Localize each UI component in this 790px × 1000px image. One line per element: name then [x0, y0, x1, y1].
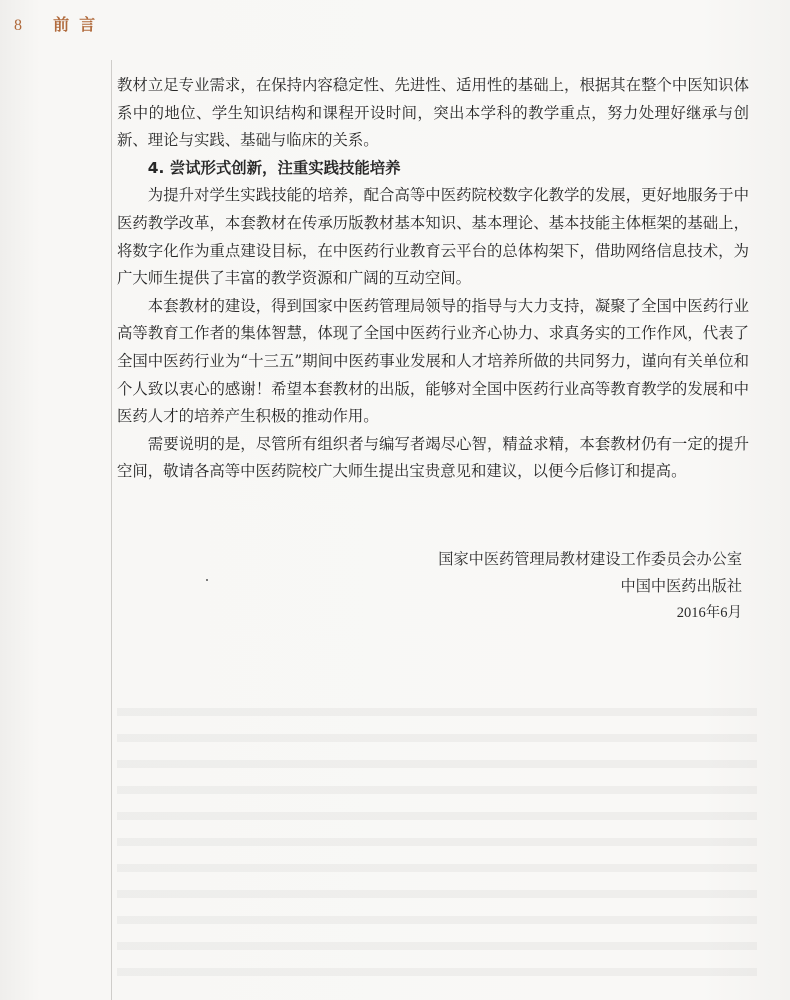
section-title: 前言 — [53, 15, 106, 34]
paragraph-digital: 为提升对学生实践技能的培养，配合高等中医药院校数字化教学的发展，更好地服务于中医药教学改革，本套教材在传承历版教材基本知识、基本理论、基本技能主体框架的基础上，将数字化作为重点建设目标，在中医药行业教育云平台的总体构架下，借助网络信息技术，为广大师生提供了丰富的教学资源和广阔的互动空间。 — [117, 186, 749, 288]
page-margin-rule — [111, 60, 112, 1000]
page-number: 8 — [14, 17, 24, 34]
show-through-texture — [117, 690, 757, 990]
signature-org-2: 中国中医药出版社 — [620, 577, 742, 595]
signature-org-1: 国家中医药管理局教材建设工作委员会办公室 — [438, 550, 742, 568]
paragraph-continued: 教材立足专业需求，在保持内容稳定性、先进性、适用性的基础上，根据其在整个中医知识体系中的地位、学生知识结构和课程开设时间，突出本学科的教学重点，努力处理好继承与创新、理论与实践、基础与临床的关系。 — [117, 76, 749, 150]
paragraph-note: 需要说明的是，尽管所有组织者与编写者竭尽心智，精益求精，本套教材仍有一定的提升空间，敬请各高等中医药院校广大师生提出宝贵意见和建议，以便今后修订和提高。 — [117, 434, 749, 481]
signature-block — [438, 546, 742, 627]
running-head — [14, 12, 105, 35]
signature-date: 2016年6月 — [676, 605, 742, 621]
section-heading-4: 4. 尝试形式创新，注重实践技能培养 — [147, 158, 401, 177]
paper-speck — [206, 579, 208, 581]
paragraph-acknowledgement: 本套教材的建设，得到国家中医药管理局领导的指导与大力支持，凝聚了全国中医药行业高等教育工作者的集体智慧，体现了全国中医药行业齐心协力、求真务实的工作作风，代表了全国中医药行业为“十三五”期间中医药事业发展和人才培养所做的共同努力，谨向有关单位和个人致以衷心的感谢！希望本套教材的出版，能够对全国中医药行业高等教育教学的发展和中医药人才的培养产生积极的推动作用。 — [117, 296, 749, 426]
body-text — [117, 72, 749, 486]
